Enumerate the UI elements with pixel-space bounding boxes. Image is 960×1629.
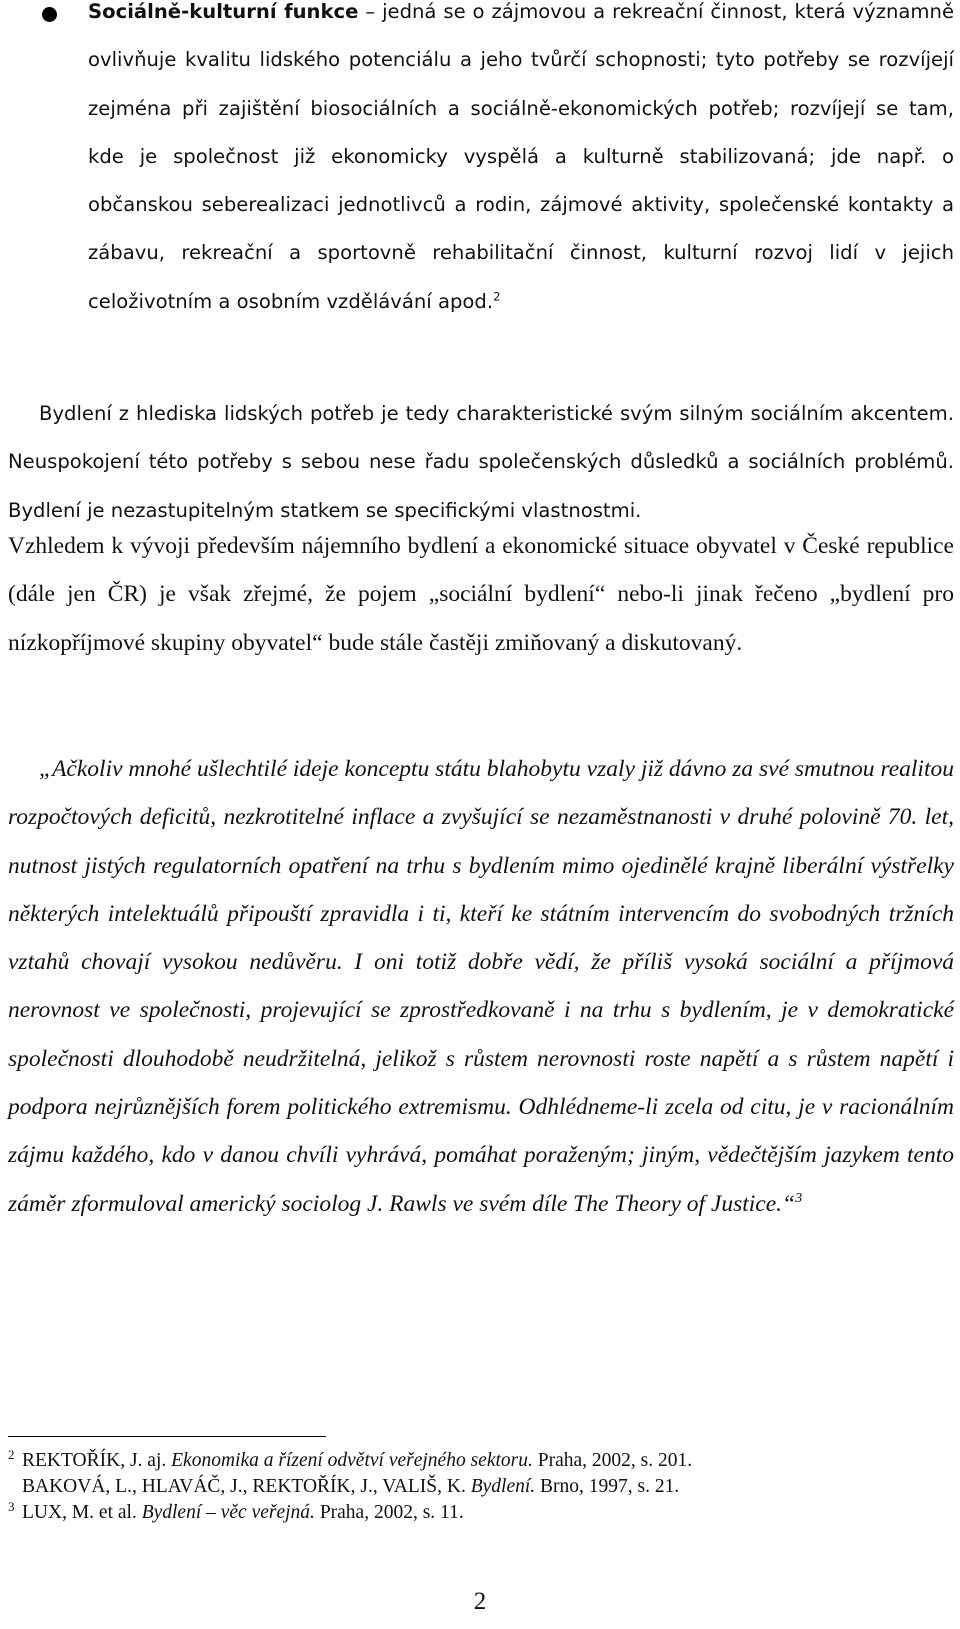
footnote-3: 3 LUX, M. et al. Bydlení – věc veřejná. Praha, 2002, s. 11. [8, 1498, 464, 1523]
bullet-item-socialne-kulturni [88, 0, 954, 338]
quote-paragraph [8, 745, 954, 1228]
paragraph-1-text: Bydlení z hlediska lidských potřeb je tedy charakteristické svým silným sociálním akcentem. Neuspokojení této potřeby s sebou nese řadu společenských důsledků a sociálních problémů. Bydlení je nezastupitelným statkem se specifickými vlastnostmi. [8, 402, 954, 522]
bullet-icon [42, 7, 57, 22]
footnote-ref-3: 3 [795, 1189, 803, 1206]
bullet-term: Sociálně-kulturní funkce [88, 0, 359, 23]
paragraph-2-text: Vzhledem k vývoji především nájemního bydlení a ekonomické situace obyvatel v České republice (dále jen ČR) je však zřejmé, že pojem „sociální bydlení“ nebo-li jinak řečeno „bydlení pro nízkopříjmové skupiny obyvatel“ bude stále častěji zmiňovaný a diskutovaný. [8, 533, 954, 656]
paragraph-socialni-bydleni [8, 522, 954, 667]
footnote-2: 2 REKTOŘÍK, J. aj. Ekonomika a řízení odvětví veřejného sektoru. Praha, 2002, s. 201. [8, 1446, 693, 1471]
paragraph-bydleni-potreby [8, 390, 954, 535]
footnote-2-continued: BAKOVÁ, L., HLAVÁČ, J., REKTOŘÍK, J., VALIŠ, K. Bydlení. Brno, 1997, s. 21. [22, 1476, 680, 1497]
footnote-ref-2: 2 [493, 289, 501, 304]
footnotes [8, 1448, 954, 1526]
bullet-paragraph [88, 0, 954, 326]
page-number: 2 [473, 1588, 487, 1615]
footnote-separator [8, 1436, 326, 1437]
quote-text: „Ačkoliv mnohé ušlechtilé ideje konceptu státu blahobytu vzaly již dávno za své smutnou realitou rozpočtových deficitů, nezkrotitelné inflace a zvyšující se nezaměstnanosti v druhé polovině 70. let, nutnost jistých regulatorních opatření na trhu s bydlením mimo ojedinělé krajně liberální výstřelky některých intelektuálů připouští zpravidla i ti, kteří ke státním intervencím do svobodných tržních vztahů chovají vysokou nedůvěru. I oni totiž dobře vědí, že příliš vysoká sociální a příjmová nerovnost ve společnosti, projevující se zprostředkovaně i na trhu s bydlením, je v demokratické společnosti dlouhodobě neudržitelná, jelikož s růstem nerovnosti roste napětí a s růstem napětí i podpora nejrůznějších forem politického extremismu. Odhlédneme-li zcela od citu, je v racionálním zájmu každého, kdo v danou chvíli vyhrává, pomáhat poraženým; jiným, vědečtějším jazykem tento záměr zformuloval americký sociolog J. Rawls ve svém díle The Theory of Justice.“ [8, 756, 954, 1217]
bullet-text: – jedná se o zájmovou a rekreační činnost, která významně ovlivňuje kvalitu lidského potenciálu a jeho tvůrčí schopnosti; tyto potřeby se rozvíjejí zejména při zajištění biosociálních a sociálně-ekonomických potřeb; rozvíjejí se tam, kde je společnost již ekonomicky vyspělá a kulturně stabilizovaná; jde např. o občanskou seberealizaci jednotlivců a rodin, zájmové aktivity, společenské kontakty a zábavu, rekreační a sportovně rehabilitační činnost, kulturní rozvoj lidí v jejich celoživotním a osobním vzdělávání apod. [88, 0, 954, 313]
